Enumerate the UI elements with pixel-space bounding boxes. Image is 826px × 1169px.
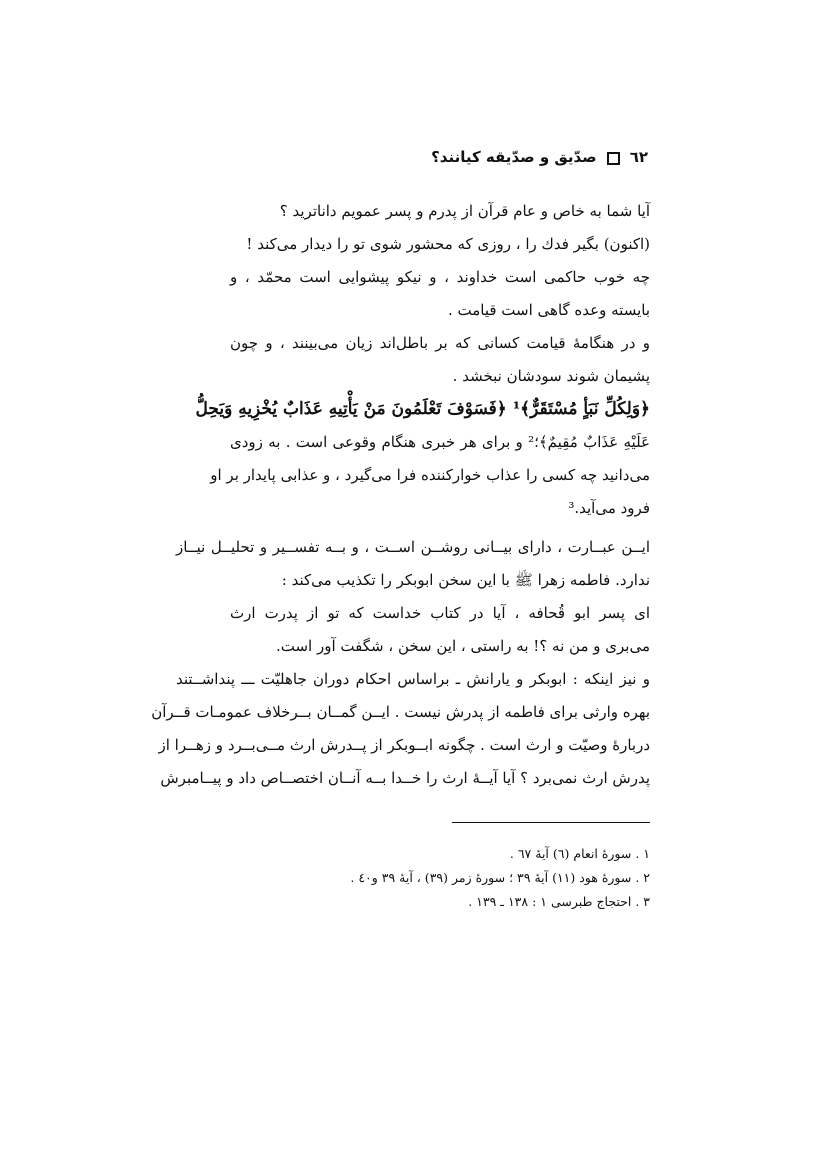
verse-line: ﴿وَلِكُلِّ نَبَأٍ مُسْتَقَرٌّ﴾¹ ﴿فَسَوْفَ تَعْلَمُونَ مَنْ يَأْتِيهِ عَذَابٌ يُخْزِيهِ وَيَحِلُّ: [195, 399, 650, 419]
poem-line: بايسته وعده گاهى است قيامت .: [447, 301, 650, 319]
quote-block: [230, 597, 650, 663]
footnote: ١ . سورهٔ انعام (٦) آيهٔ ٦٧ .: [509, 846, 650, 861]
body-line: دربارهٔ وصيّت و ارث است . چگونه ابــوبكر از پــدرش ارث مــى‌بــرد و زهــرا از: [158, 736, 650, 754]
square-bullet-icon: [607, 152, 620, 165]
body-line: ايــن عبــارت ، داراى بيــانى روشــن اســت ، و بــه تفســير و تحليــل نيــاز: [176, 538, 650, 556]
quote-line: اى پسر ابو قُحافه ، آيا در كتاب خداست كه تو از پدرت ارث: [230, 604, 650, 622]
quote-line: مى‌برى و من نه ؟! به راستى ، اين سخن ، شگفت آور است.: [275, 637, 650, 655]
body-paragraph: [176, 531, 650, 597]
body-line: پدرش ارث نمى‌برد ؟ آيا آيــهٔ ارث را خــدا بــه آنــان اختصــاص داد و پيــامبرش: [160, 769, 650, 787]
footnotes: [176, 842, 650, 914]
footnote: ٢ . سورهٔ هود (١١) آيهٔ ٣٩ ؛ سورهٔ زمر (٣٩) ، آيهٔ ٣٩ و٤٠ .: [350, 870, 650, 885]
footnote-divider: [452, 822, 650, 823]
chapter-title: صدّيق و صدّيقه كيانند؟: [431, 148, 597, 166]
verse-line: مى‌دانيد چه كسى را عذاب خواركننده فرا مى‌گيرد ، و عذابى پايدار بر او: [210, 466, 650, 484]
body-line: بهره وارثى براى فاطمه از پدرش نيست . ايــن گمــان بــرخلاف عمومـات قــرآن: [151, 703, 650, 721]
closing-paragraph: [151, 663, 650, 795]
body-line: ندارد. فاطمه زهرا ﷺ با اين سخن ابوبكر را تكذيب مى‌كند :: [281, 571, 650, 589]
poem-translation: [230, 195, 650, 393]
quran-verse-block: [195, 393, 650, 525]
footnote: ٣ . احتجاج طبرسى ١ : ١٣٨ ـ ١٣٩ .: [468, 894, 650, 909]
body-line: و نيز اينكه : ابوبكر و يارانش ـ براساس احكام دوران جاهليّت ـــ پنداشــتند: [176, 670, 650, 688]
page-number: ٦٢: [629, 148, 648, 166]
poem-line: (اكنون) بگير فدك را ، روزى كه محشور شوى تو را ديدار مى‌كند !: [246, 235, 650, 253]
verse-line: عَلَيْهِ عَذَابٌ مُقِيمٌ﴾؛² و براى هر خبرى هنگام وقوعى است . به زودى: [230, 433, 650, 451]
running-header: [178, 148, 648, 166]
verse-line: فرود مى‌آيد.³: [568, 499, 650, 517]
poem-line: پشيمان شوند سودشان نبخشد .: [452, 367, 650, 385]
poem-line: و در هنگامهٔ قيامت كسانى كه بر باطل‌اند زيان مى‌بينند ، و چون: [230, 334, 650, 352]
poem-line: چه خوب حاكمى است خداوند ، و نيكو پيشوايى است محمّد ، و: [230, 268, 650, 286]
poem-line: آيا شما به خاص و عام قرآن از پدرم و پسر عمويم داناتريد ؟: [279, 202, 650, 220]
